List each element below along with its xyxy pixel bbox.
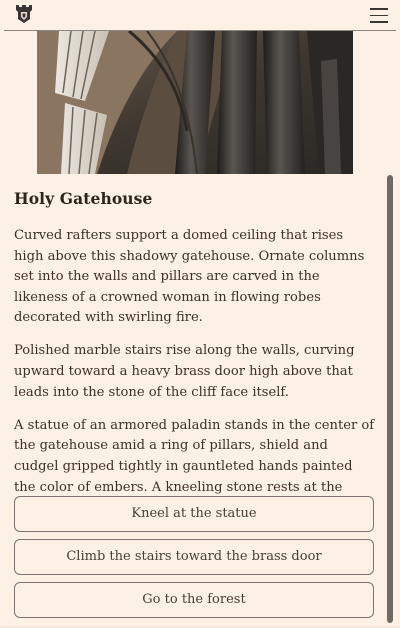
hamburger-menu-icon (370, 8, 388, 10)
scene-paragraph: Polished marble stairs rise along the walls, curving upward toward a heavy brass door high above that leads into the stone of the cliff face itself. (14, 343, 355, 400)
choice-list (14, 496, 374, 625)
scene-title: Holy Gatehouse (14, 189, 153, 208)
scrollbar-thumb[interactable] (387, 175, 393, 623)
menu-button[interactable] (370, 8, 388, 23)
scene-content (14, 186, 376, 531)
scene-paragraph: A statue of an armored paladin stands in the center of the gatehouse amid a ring of pillars, shield and cudgel gripped tightly in gauntleted hands painted the color of embers. A kneeling stone rests at the (14, 417, 375, 495)
scene-paragraph: Curved rafters support a domed ceiling that rises high above this shadowy gatehouse. Ornate columns set into the walls and pillars are carved in the likeness of a crowned woman in flowing robes decorated with swirling fire. (14, 228, 365, 326)
scene-image (37, 31, 353, 174)
shield-crest-icon[interactable] (15, 4, 33, 24)
top-bar (0, 0, 400, 30)
choice-kneel-button[interactable]: Kneel at the statue (14, 496, 374, 532)
choice-climb-stairs-button[interactable]: Climb the stairs toward the brass door (14, 539, 374, 575)
choice-forest-button[interactable]: Go to the forest (14, 582, 374, 618)
